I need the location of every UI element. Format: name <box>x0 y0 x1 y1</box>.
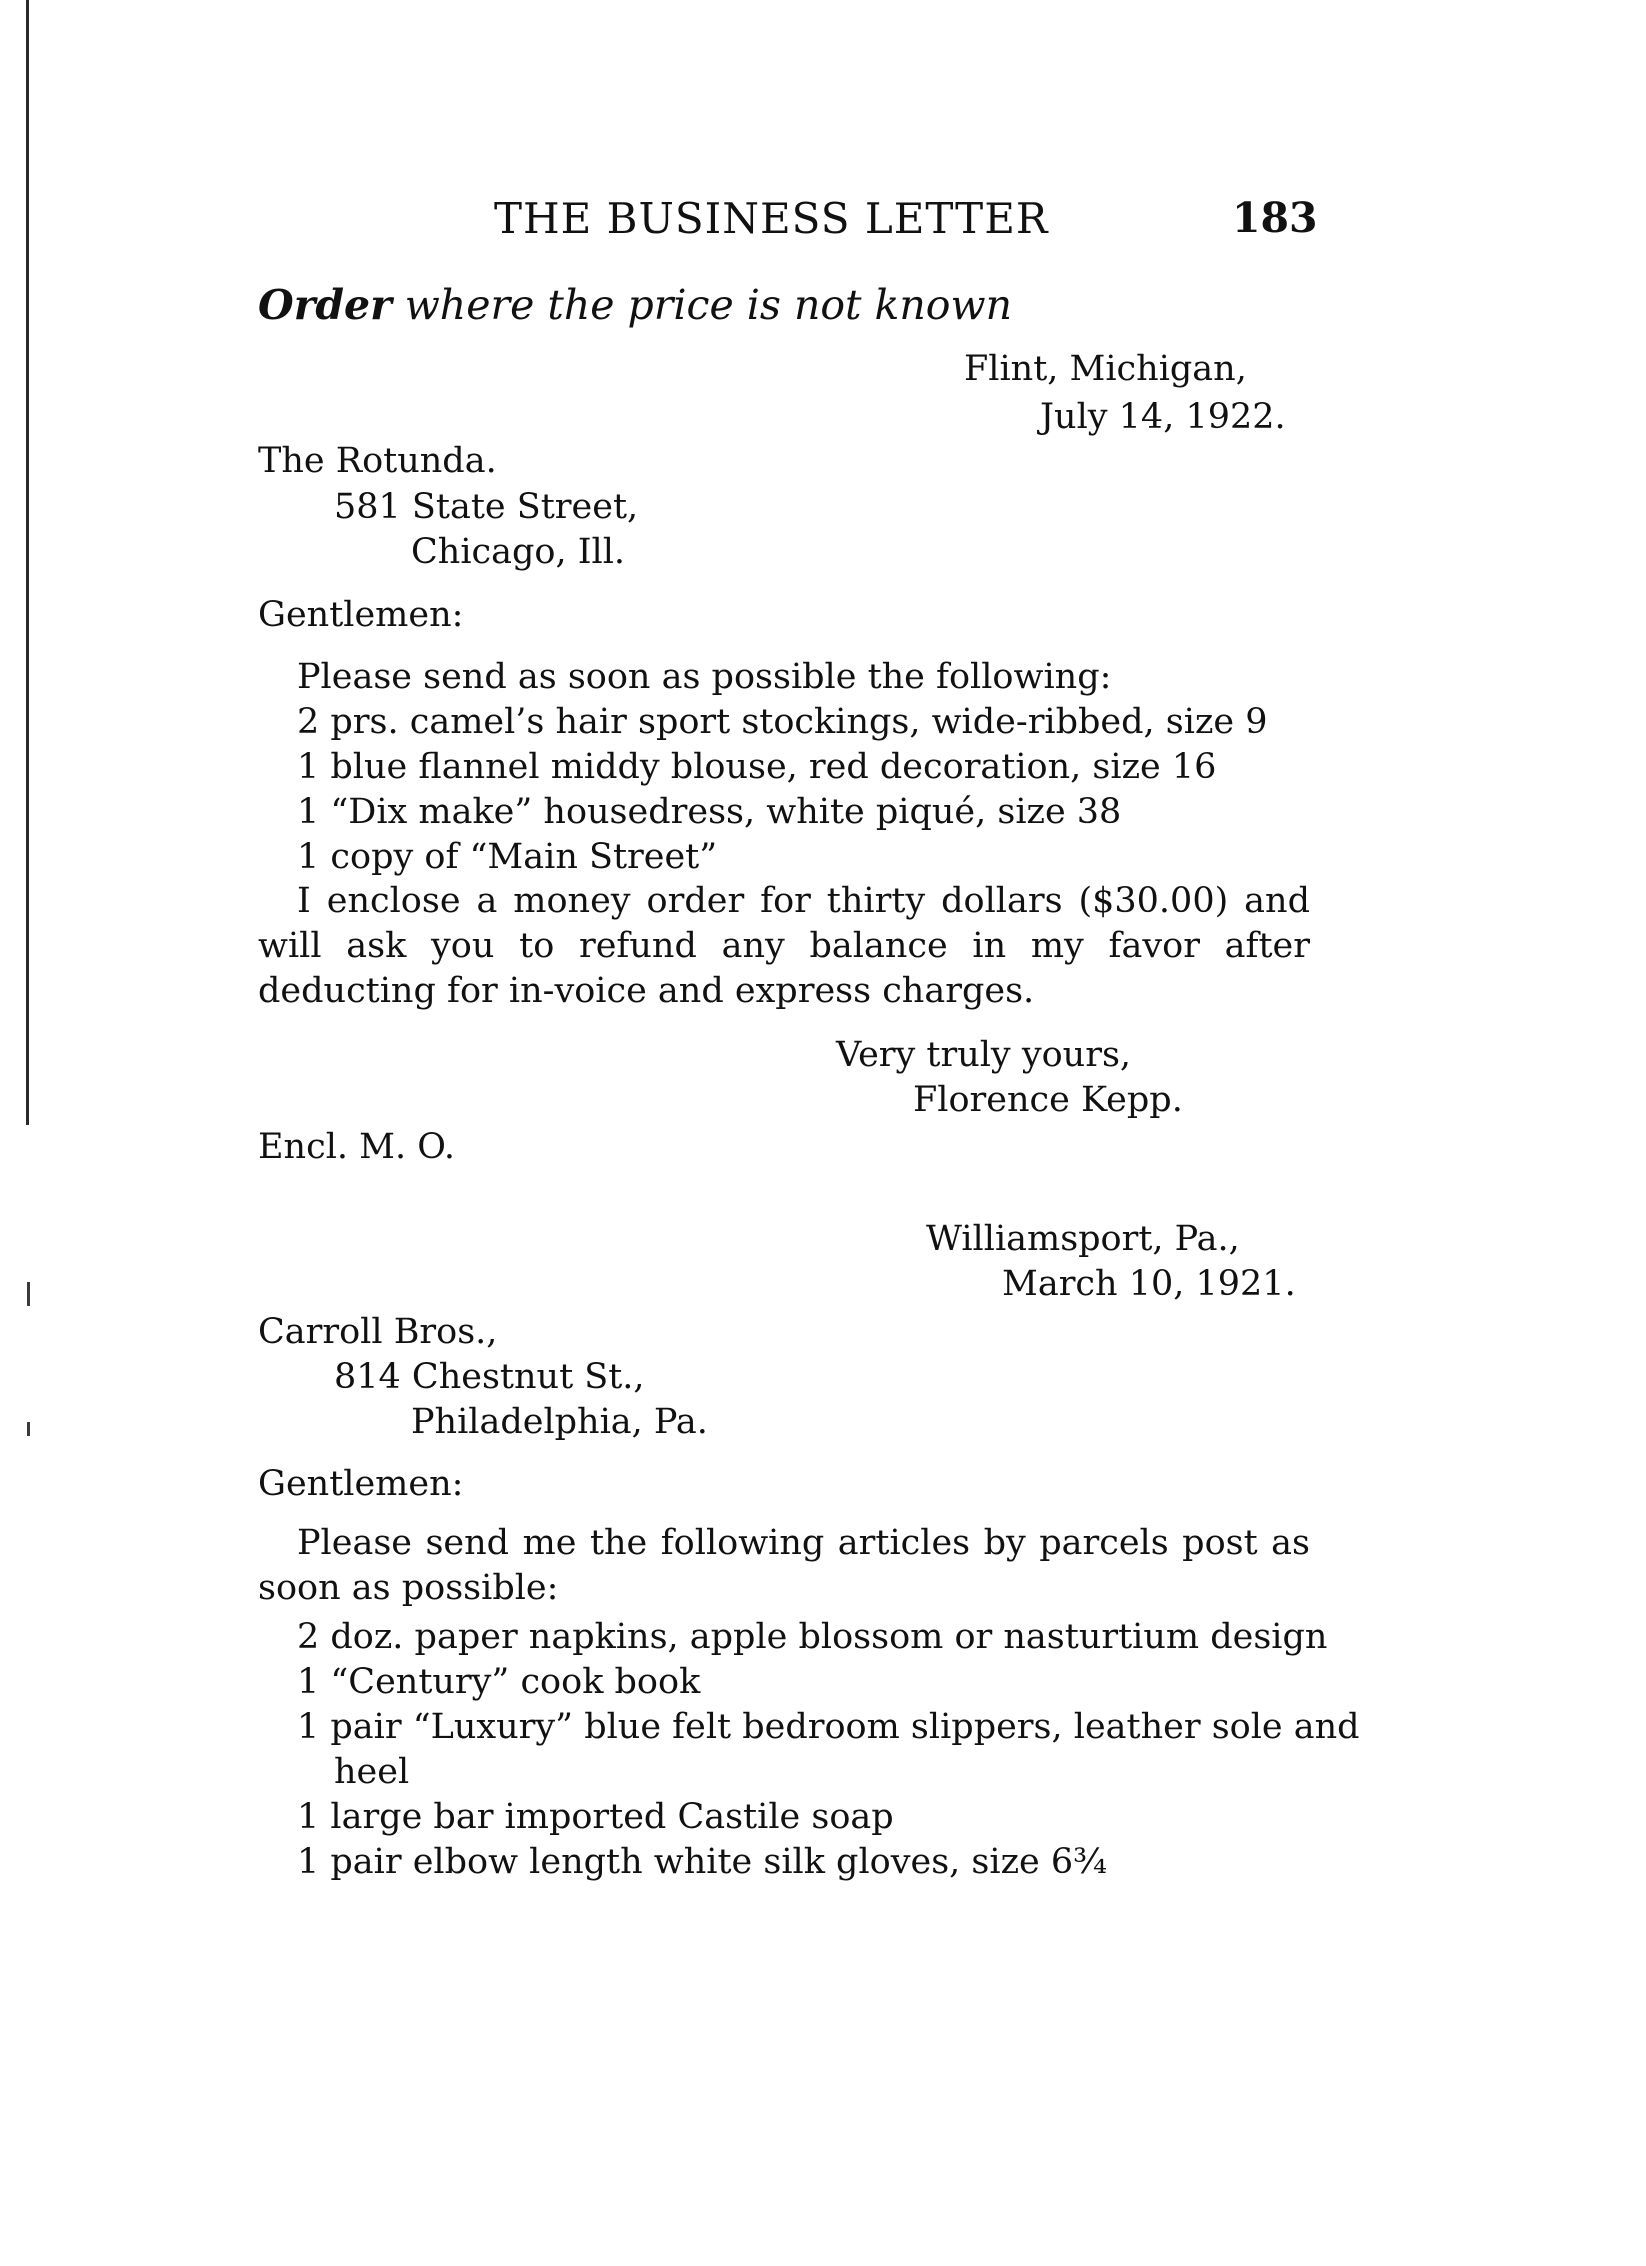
letter2-recipient-street: 814 Chestnut St., <box>334 1357 645 1397</box>
letter1-intro: Please send as soon as possible the following: <box>297 657 1112 697</box>
binding-edge-line <box>26 0 29 1125</box>
letter2-recipient-name: Carroll Bros., <box>258 1312 498 1352</box>
letter2-item: 1 pair “Luxury” blue felt bedroom slippers, leather sole and <box>297 1707 1360 1747</box>
letter2-item: 1 “Century” cook book <box>297 1662 701 1702</box>
letter2-item: 1 large bar imported Castile soap <box>297 1797 894 1837</box>
letter1-salutation: Gentlemen: <box>258 595 464 635</box>
letter2-place: Williamsport, Pa., <box>926 1219 1240 1259</box>
letter1-item: 1 blue flannel middy blouse, red decoration, size 16 <box>297 747 1217 787</box>
letter2-item-continuation: heel <box>334 1752 410 1792</box>
letter2-intro: Please send me the following articles by parcels post as soon as possible: <box>258 1523 1310 1608</box>
page-number: 183 <box>1232 194 1318 242</box>
binding-edge-mark <box>27 1282 30 1306</box>
running-head: THE BUSINESS LETTER <box>494 194 1049 243</box>
letter2-item: 2 doz. paper napkins, apple blossom or nasturtium design <box>297 1617 1328 1657</box>
binding-edge-mark <box>27 1422 30 1436</box>
letter2-salutation: Gentlemen: <box>258 1464 464 1504</box>
letter1-recipient-street: 581 State Street, <box>334 487 639 527</box>
letter1-item: 1 copy of “Main Street” <box>297 837 718 877</box>
letter1-signature: Florence Kepp. <box>913 1080 1183 1120</box>
letter2-date: March 10, 1921. <box>1002 1264 1296 1304</box>
letter2-item: 1 pair elbow length white silk gloves, size 6¾ <box>297 1842 1108 1882</box>
letter1-item: 1 “Dix make” housedress, white piqué, size 38 <box>297 792 1122 832</box>
letter1-place: Flint, Michigan, <box>964 349 1247 389</box>
letter2-recipient-city: Philadelphia, Pa. <box>411 1402 708 1442</box>
letter1-closing-paragraph: I enclose a money order for thirty dollars ($30.00) and will ask you to refund any balance in my favor after deducting for in-voice and express charges. <box>258 881 1310 1011</box>
section-title <box>258 281 1012 329</box>
letter1-closing: Very truly yours, <box>836 1035 1132 1075</box>
letter1-recipient-name: The Rotunda. <box>258 441 497 481</box>
section-title-rest: where the price is not known <box>391 281 1012 329</box>
letter1-recipient-city: Chicago, Ill. <box>411 532 626 572</box>
letter1-item: 2 prs. camel’s hair sport stockings, wide-ribbed, size 9 <box>297 702 1268 742</box>
letter1-date: July 14, 1922. <box>1040 397 1286 437</box>
section-title-first-word: Order <box>258 281 392 329</box>
letter1-enclosure: Encl. M. O. <box>258 1127 455 1167</box>
